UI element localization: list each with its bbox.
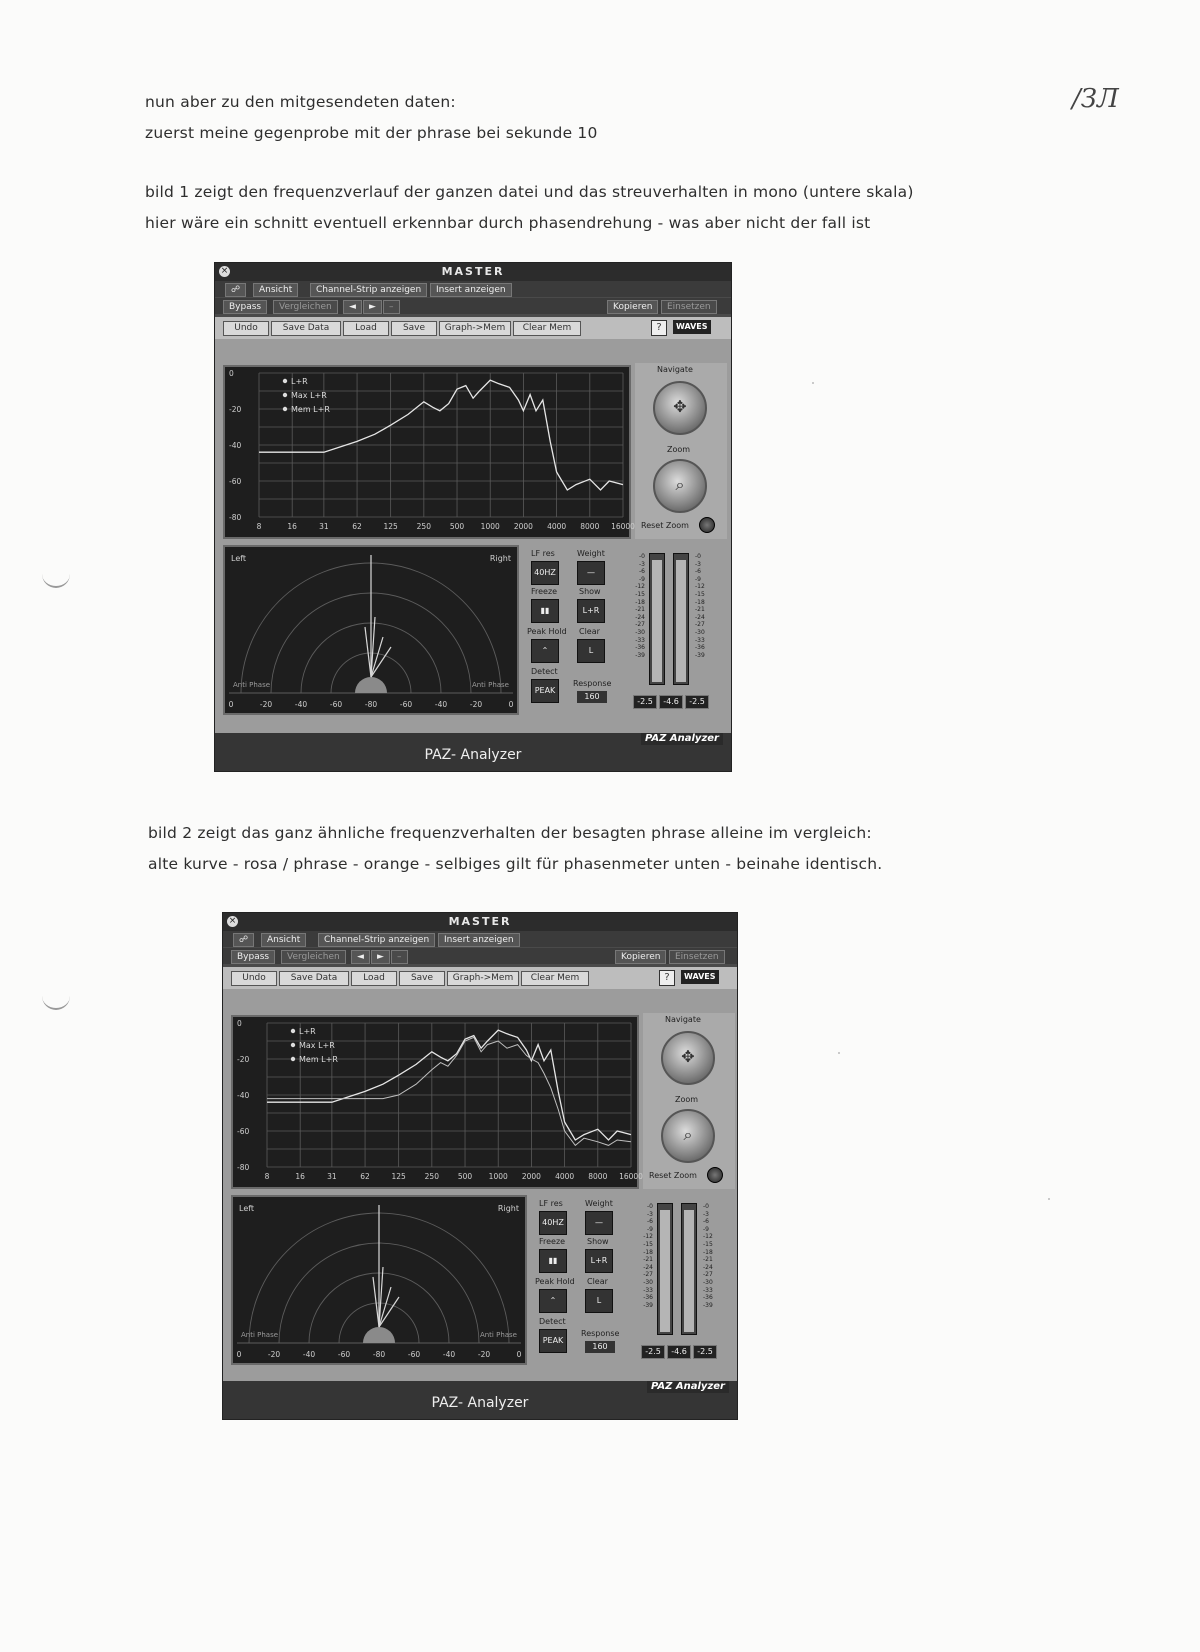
reset-zoom-label: Reset Zoom bbox=[649, 1171, 697, 1180]
anti-phase-right-label: Anti Phase bbox=[479, 1331, 517, 1339]
legend-dot bbox=[291, 1057, 295, 1061]
controls-panel bbox=[525, 545, 625, 711]
peak-hold-button[interactable]: ⌃ bbox=[539, 1289, 567, 1313]
phase-scale-label: 0 bbox=[516, 1350, 522, 1359]
meter-readout-center: -4.6 bbox=[667, 1345, 691, 1359]
meter-tick: -36 bbox=[703, 1294, 713, 1302]
detect-label: Detect bbox=[531, 667, 558, 676]
spectrum-chart bbox=[225, 367, 635, 537]
toolbar bbox=[215, 317, 731, 339]
freq-tick-label: 500 bbox=[457, 1172, 473, 1181]
meter-tick: -21 bbox=[703, 1256, 713, 1264]
meter-tick: -3 bbox=[703, 1210, 709, 1218]
preset-dash: – bbox=[383, 300, 400, 314]
phase-scale-label: -20 bbox=[477, 1350, 491, 1359]
zoom-icon: ⌕ bbox=[683, 1125, 693, 1144]
paz-screenshot-2 bbox=[222, 912, 738, 1420]
navigate-panel bbox=[643, 1013, 735, 1189]
paste-button[interactable]: Einsetzen bbox=[669, 950, 725, 964]
meter-tick: -0 bbox=[703, 1203, 709, 1210]
level-meters bbox=[629, 545, 729, 715]
meter-tick: -39 bbox=[635, 651, 645, 659]
detect-button[interactable]: PEAK bbox=[539, 1329, 567, 1353]
spectrum-panel bbox=[231, 1015, 643, 1189]
zoom-label: Zoom bbox=[667, 445, 691, 454]
meter-right-fill bbox=[676, 560, 686, 682]
next-preset-button[interactable]: ► bbox=[363, 300, 382, 314]
save-data-button[interactable]: Save Data bbox=[279, 971, 349, 986]
phase-scale-label: 0 bbox=[236, 1350, 242, 1359]
zoom-knob[interactable] bbox=[653, 459, 707, 513]
db-tick-label: -20 bbox=[237, 1055, 250, 1064]
response-label: Response bbox=[581, 1329, 620, 1338]
meter-tick: -12 bbox=[635, 583, 645, 591]
anti-phase-left-label: Anti Phase bbox=[241, 1331, 279, 1339]
freq-tick-label: 4000 bbox=[555, 1172, 575, 1181]
meter-right-fill bbox=[684, 1210, 694, 1332]
meter-readout-center: -4.6 bbox=[659, 695, 683, 709]
meter-tick: -24 bbox=[703, 1263, 713, 1271]
next-preset-button[interactable]: ► bbox=[371, 950, 390, 964]
window-title: MASTER bbox=[448, 915, 512, 928]
anti-phase-left-label: Anti Phase bbox=[233, 681, 271, 689]
db-tick-label: -20 bbox=[229, 405, 242, 414]
freq-tick-label: 4000 bbox=[547, 522, 567, 531]
meter-tick: -30 bbox=[695, 628, 705, 636]
reset-zoom-button[interactable] bbox=[699, 517, 715, 533]
close-icon[interactable]: × bbox=[228, 916, 237, 926]
view-menu[interactable]: Ansicht bbox=[253, 283, 298, 297]
save-data-button[interactable]: Save Data bbox=[271, 321, 341, 336]
freeze-button[interactable]: ▮▮ bbox=[531, 599, 559, 623]
window-titlebar bbox=[215, 263, 731, 281]
paz-screenshot-1 bbox=[214, 262, 732, 772]
meter-tick: -6 bbox=[639, 568, 645, 576]
save-button[interactable]: Save bbox=[399, 971, 445, 986]
anti-phase-right-label: Anti Phase bbox=[471, 681, 509, 689]
waves-logo: WAVES bbox=[681, 970, 719, 984]
paz-tag: PAZ Analyzer bbox=[647, 1381, 729, 1393]
scan-speck bbox=[812, 382, 814, 384]
meter-left-fill bbox=[652, 560, 662, 682]
meter-readout-left: -2.5 bbox=[633, 695, 657, 709]
bypass-button[interactable]: Bypass bbox=[223, 300, 267, 314]
freq-tick-label: 125 bbox=[383, 522, 398, 531]
lf-res-label: LF res bbox=[531, 549, 555, 558]
meter-scale-right bbox=[695, 553, 709, 659]
insert-menu[interactable]: Insert anzeigen bbox=[438, 933, 520, 947]
meter-tick: -3 bbox=[695, 560, 701, 568]
close-icon[interactable]: × bbox=[220, 266, 229, 276]
controls-panel bbox=[533, 1195, 633, 1361]
response-value[interactable]: 160 bbox=[585, 1341, 615, 1353]
freq-tick-label: 2000 bbox=[521, 1172, 541, 1181]
freq-tick-label: 2000 bbox=[513, 522, 533, 531]
prev-preset-button[interactable]: ◄ bbox=[351, 950, 370, 964]
db-tick-label: 0 bbox=[229, 369, 234, 378]
meter-tick: -21 bbox=[695, 606, 705, 614]
navigate-label: Navigate bbox=[665, 1015, 701, 1024]
legend-label: Mem L+R bbox=[291, 405, 330, 414]
page-number-mark: /ЗЛ bbox=[1072, 84, 1119, 114]
meter-readout-left: -2.5 bbox=[641, 1345, 665, 1359]
meter-tick: -15 bbox=[695, 590, 705, 598]
meter-tick: -6 bbox=[703, 1218, 709, 1226]
link-icon[interactable]: ☍ bbox=[233, 933, 254, 947]
meter-scale-left bbox=[629, 553, 645, 659]
text-line-6: alte kurve - rosa / phrase - orange - selbiges gilt für phasenmeter unten - beinahe identisch. bbox=[148, 855, 883, 873]
peak-hold-button[interactable]: ⌃ bbox=[531, 639, 559, 663]
freq-tick-label: 31 bbox=[319, 522, 329, 531]
meter-tick: -12 bbox=[695, 583, 705, 591]
toolbar bbox=[223, 967, 737, 989]
phase-scale-label: 0 bbox=[508, 700, 514, 709]
freq-tick-label: 16000 bbox=[611, 522, 635, 531]
meter-tick: -27 bbox=[635, 621, 645, 629]
phase-right-label: Right bbox=[497, 1204, 519, 1213]
freq-tick-label: 62 bbox=[360, 1172, 370, 1181]
weight-label: Weight bbox=[585, 1199, 613, 1208]
navigate-label: Navigate bbox=[657, 365, 693, 374]
phase-panel bbox=[223, 545, 519, 715]
meter-tick: -30 bbox=[643, 1278, 653, 1286]
freq-tick-label: 16 bbox=[287, 522, 297, 531]
freq-tick-label: 125 bbox=[391, 1172, 406, 1181]
meter-tick: -18 bbox=[635, 598, 645, 606]
spectrum-panel bbox=[223, 365, 635, 539]
phase-meter bbox=[225, 547, 517, 713]
meter-tick: -27 bbox=[695, 621, 705, 629]
meter-scale-right bbox=[703, 1203, 717, 1309]
show-button[interactable]: L+R bbox=[585, 1249, 613, 1273]
lf-res-label: LF res bbox=[539, 1199, 563, 1208]
scan-speck bbox=[1048, 1198, 1050, 1200]
meter-tick: -9 bbox=[647, 1225, 653, 1233]
insert-menu[interactable]: Insert anzeigen bbox=[430, 283, 512, 297]
meter-tick: -27 bbox=[643, 1271, 653, 1279]
db-tick-label: -40 bbox=[229, 441, 242, 450]
copy-button[interactable]: Kopieren bbox=[607, 300, 658, 314]
meter-tick: -33 bbox=[695, 636, 705, 644]
meter-tick: -18 bbox=[703, 1248, 713, 1256]
phase-scale-label: -60 bbox=[329, 700, 343, 709]
help-button[interactable]: ? bbox=[651, 320, 667, 336]
weight-label: Weight bbox=[577, 549, 605, 558]
clear-label: Clear bbox=[579, 627, 600, 636]
phase-scale-label: -20 bbox=[267, 1350, 281, 1359]
meter-tick: -18 bbox=[643, 1248, 653, 1256]
freq-tick-label: 250 bbox=[424, 1172, 439, 1181]
meter-tick: -18 bbox=[695, 598, 705, 606]
meter-tick: -12 bbox=[703, 1233, 713, 1241]
clear-button[interactable]: L bbox=[585, 1289, 613, 1313]
channel-strip-menu[interactable]: Channel-Strip anzeigen bbox=[310, 283, 427, 297]
phase-right-label: Right bbox=[489, 554, 511, 563]
load-button[interactable]: Load bbox=[343, 321, 389, 336]
meter-tick: -33 bbox=[643, 1286, 653, 1294]
meter-tick: -15 bbox=[643, 1240, 653, 1248]
freq-tick-label: 62 bbox=[352, 522, 362, 531]
meter-tick: -3 bbox=[639, 560, 645, 568]
text-line-5: bild 2 zeigt das ganz ähnliche frequenzverhalten der besagten phrase alleine im vergleich: bbox=[148, 824, 872, 842]
freq-tick-label: 500 bbox=[449, 522, 465, 531]
legend-dot bbox=[283, 407, 287, 411]
meter-tick: -24 bbox=[635, 613, 645, 621]
legend-dot bbox=[283, 379, 287, 383]
text-line-3: bild 1 zeigt den frequenzverlauf der ganzen datei und das streuverhalten in mono (untere skala) bbox=[145, 183, 914, 201]
meter-tick: -39 bbox=[703, 1301, 713, 1309]
reset-zoom-button[interactable] bbox=[707, 1167, 723, 1183]
freeze-label: Freeze bbox=[539, 1237, 566, 1246]
graph-mem-button[interactable]: Graph->Mem bbox=[447, 971, 519, 986]
meter-tick: -9 bbox=[639, 575, 645, 583]
freq-tick-label: 1000 bbox=[480, 522, 500, 531]
meter-tick: -39 bbox=[695, 651, 705, 659]
meter-tick: -6 bbox=[647, 1218, 653, 1226]
meter-tick: -21 bbox=[643, 1256, 653, 1264]
freq-tick-label: 8000 bbox=[588, 1172, 608, 1181]
preset-dash: – bbox=[391, 950, 408, 964]
clear-mem-button[interactable]: Clear Mem bbox=[521, 971, 589, 986]
plugin-body bbox=[223, 989, 737, 1419]
meter-tick: -12 bbox=[643, 1233, 653, 1241]
phase-scale-label: -80 bbox=[372, 1350, 386, 1359]
compare-button[interactable]: Vergleichen bbox=[273, 300, 338, 314]
meter-tick: -15 bbox=[635, 590, 645, 598]
phase-scale-label: -40 bbox=[302, 1350, 316, 1359]
level-meters bbox=[637, 1195, 737, 1365]
clear-button[interactable]: L bbox=[577, 639, 605, 663]
phase-meter bbox=[233, 1197, 525, 1363]
plugin-footer bbox=[215, 733, 731, 771]
db-tick-label: -60 bbox=[229, 477, 242, 486]
phase-scale-label: -40 bbox=[294, 700, 308, 709]
show-label: Show bbox=[587, 1237, 609, 1246]
lf-res-button[interactable]: 40HZ bbox=[539, 1211, 567, 1235]
meter-tick: -0 bbox=[639, 553, 645, 560]
navigate-icon: ✥ bbox=[681, 1047, 695, 1066]
load-button[interactable]: Load bbox=[351, 971, 397, 986]
freq-tick-label: 8 bbox=[256, 522, 262, 531]
window-titlebar bbox=[223, 913, 737, 931]
phase-scale-label: -40 bbox=[442, 1350, 456, 1359]
legend-dot bbox=[283, 393, 287, 397]
zoom-knob[interactable] bbox=[661, 1109, 715, 1163]
prev-preset-button[interactable]: ◄ bbox=[343, 300, 362, 314]
db-tick-label: -80 bbox=[229, 513, 242, 522]
meter-tick: -0 bbox=[695, 553, 701, 560]
freq-tick-label: 16000 bbox=[619, 1172, 643, 1181]
db-tick-label: 0 bbox=[237, 1019, 242, 1028]
compare-row bbox=[223, 948, 737, 964]
plugin-body bbox=[215, 339, 731, 771]
show-label: Show bbox=[579, 587, 601, 596]
lf-res-button[interactable]: 40HZ bbox=[531, 561, 559, 585]
view-menu[interactable]: Ansicht bbox=[261, 933, 306, 947]
meter-tick: -36 bbox=[695, 644, 705, 652]
detect-label: Detect bbox=[539, 1317, 566, 1326]
meter-left bbox=[657, 1203, 673, 1335]
meter-tick: -21 bbox=[635, 606, 645, 614]
legend-dot bbox=[291, 1043, 295, 1047]
legend-label: Max L+R bbox=[299, 1041, 335, 1050]
navigate-icon: ✥ bbox=[673, 397, 687, 416]
undo-button[interactable]: Undo bbox=[223, 321, 269, 336]
freeze-label: Freeze bbox=[531, 587, 558, 596]
waves-logo: WAVES bbox=[673, 320, 711, 334]
response-label: Response bbox=[573, 679, 612, 688]
text-line-1: nun aber zu den mitgesendeten daten: bbox=[145, 93, 456, 111]
db-tick-label: -60 bbox=[237, 1127, 250, 1136]
meter-left-fill bbox=[660, 1210, 670, 1332]
reset-zoom-label: Reset Zoom bbox=[641, 521, 689, 530]
spectrum-chart bbox=[233, 1017, 643, 1187]
db-tick-label: -40 bbox=[237, 1091, 250, 1100]
phase-scale-label: -40 bbox=[434, 700, 448, 709]
meter-tick: -0 bbox=[647, 1203, 653, 1210]
legend-label: L+R bbox=[291, 377, 308, 386]
navigate-knob[interactable] bbox=[661, 1031, 715, 1085]
text-line-2: zuerst meine gegenprobe mit der phrase bei sekunde 10 bbox=[145, 124, 598, 142]
freq-tick-label: 16 bbox=[295, 1172, 305, 1181]
footer-title: PAZ- Analyzer bbox=[424, 747, 522, 763]
legend-label: L+R bbox=[299, 1027, 316, 1036]
legend-label: Max L+R bbox=[291, 391, 327, 400]
undo-button[interactable]: Undo bbox=[231, 971, 277, 986]
meter-left bbox=[649, 553, 665, 685]
help-button[interactable]: ? bbox=[659, 970, 675, 986]
phase-scale-label: -80 bbox=[364, 700, 378, 709]
phase-left-label: Left bbox=[231, 554, 247, 563]
meter-tick: -30 bbox=[635, 628, 645, 636]
freq-tick-label: 250 bbox=[416, 522, 431, 531]
phase-panel bbox=[231, 1195, 527, 1365]
meter-readout-right: -2.5 bbox=[685, 695, 709, 709]
scan-speck bbox=[838, 1052, 840, 1054]
meter-readout-right: -2.5 bbox=[693, 1345, 717, 1359]
navigate-knob[interactable] bbox=[653, 381, 707, 435]
footer-title: PAZ- Analyzer bbox=[431, 1395, 529, 1411]
meter-tick: -30 bbox=[703, 1278, 713, 1286]
meter-tick: -39 bbox=[643, 1301, 653, 1309]
graph-mem-button[interactable]: Graph->Mem bbox=[439, 321, 511, 336]
meter-tick: -33 bbox=[635, 636, 645, 644]
punch-hole-mark bbox=[42, 988, 70, 1010]
paz-tag: PAZ Analyzer bbox=[641, 733, 723, 745]
detect-button[interactable]: PEAK bbox=[531, 679, 559, 703]
clear-mem-button[interactable]: Clear Mem bbox=[513, 321, 581, 336]
meter-tick: -9 bbox=[695, 575, 701, 583]
navigate-panel bbox=[635, 363, 727, 539]
plugin-footer bbox=[223, 1381, 737, 1419]
window-title: MASTER bbox=[441, 265, 505, 278]
db-tick-label: -80 bbox=[237, 1163, 250, 1172]
phase-scale-label: -60 bbox=[337, 1350, 351, 1359]
freeze-button[interactable]: ▮▮ bbox=[539, 1249, 567, 1273]
meter-tick: -15 bbox=[703, 1240, 713, 1248]
legend-dot bbox=[291, 1029, 295, 1033]
peak-hold-label: Peak Hold bbox=[535, 1277, 575, 1286]
phase-scale-label: 0 bbox=[228, 700, 234, 709]
meter-tick: -24 bbox=[643, 1263, 653, 1271]
meter-tick: -24 bbox=[695, 613, 705, 621]
bypass-button[interactable]: Bypass bbox=[231, 950, 275, 964]
phase-scale-label: -20 bbox=[259, 700, 273, 709]
meter-tick: -36 bbox=[643, 1294, 653, 1302]
freq-tick-label: 8 bbox=[264, 1172, 270, 1181]
meter-scale-left bbox=[637, 1203, 653, 1309]
phase-scale-label: -60 bbox=[407, 1350, 421, 1359]
freq-tick-label: 1000 bbox=[488, 1172, 508, 1181]
peak-hold-label: Peak Hold bbox=[527, 627, 567, 636]
phase-scale-label: -20 bbox=[469, 700, 483, 709]
meter-right bbox=[673, 553, 689, 685]
text-line-4: hier wäre ein schnitt eventuell erkennbar durch phasendrehung - was aber nicht der fall ist bbox=[145, 214, 871, 232]
save-button[interactable]: Save bbox=[391, 321, 437, 336]
zoom-icon: ⌕ bbox=[675, 475, 685, 494]
compare-button[interactable]: Vergleichen bbox=[281, 950, 346, 964]
meter-right bbox=[681, 1203, 697, 1335]
menu-row bbox=[215, 281, 731, 297]
paste-button[interactable]: Einsetzen bbox=[661, 300, 717, 314]
meter-tick: -27 bbox=[703, 1271, 713, 1279]
clear-label: Clear bbox=[587, 1277, 608, 1286]
weight-button[interactable]: — bbox=[577, 561, 605, 585]
zoom-label: Zoom bbox=[675, 1095, 699, 1104]
meter-tick: -9 bbox=[703, 1225, 709, 1233]
legend-label: Mem L+R bbox=[299, 1055, 338, 1064]
copy-button[interactable]: Kopieren bbox=[615, 950, 666, 964]
link-icon[interactable]: ☍ bbox=[225, 283, 246, 297]
show-button[interactable]: L+R bbox=[577, 599, 605, 623]
meter-tick: -3 bbox=[647, 1210, 653, 1218]
response-value[interactable]: 160 bbox=[577, 691, 607, 703]
phase-scale-label: -60 bbox=[399, 700, 413, 709]
freq-tick-label: 31 bbox=[327, 1172, 337, 1181]
channel-strip-menu[interactable]: Channel-Strip anzeigen bbox=[318, 933, 435, 947]
weight-button[interactable]: — bbox=[585, 1211, 613, 1235]
phase-left-label: Left bbox=[239, 1204, 255, 1213]
meter-tick: -6 bbox=[695, 568, 701, 576]
meter-tick: -36 bbox=[635, 644, 645, 652]
compare-row bbox=[215, 298, 731, 314]
punch-hole-mark bbox=[42, 566, 70, 588]
freq-tick-label: 8000 bbox=[580, 522, 600, 531]
meter-tick: -33 bbox=[703, 1286, 713, 1294]
menu-row bbox=[223, 931, 737, 947]
